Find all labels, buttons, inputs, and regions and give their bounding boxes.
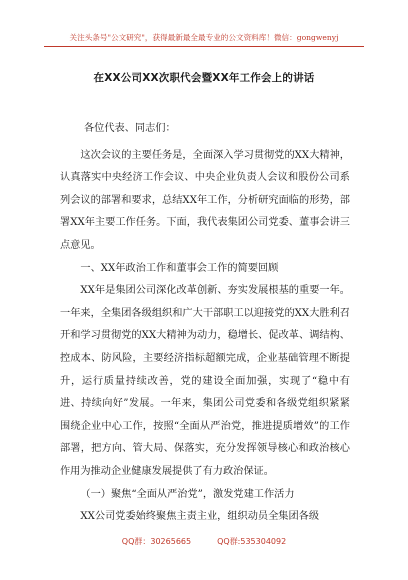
footer-qq-group-2: QQ群:535304092 [217, 537, 287, 546]
document-body [60, 118, 350, 529]
section-subheading: （一）聚焦“全面从严治党”，激发党建工作活力 [80, 488, 295, 500]
footer-qq-group-1: QQ群：30265665 [121, 537, 192, 546]
promo-header: 关注头条号"公文研究"，获得最新最全最专业的公文资料库！微信：gongwenyj [69, 33, 339, 42]
footer-contacts [0, 536, 408, 547]
paragraph: 这次会议的主要任务是，全面深入学习贯彻党的XX大精神，认真落实中央经济工作会议、中央企业负责人会议和股份公司系列会议的部署和要求，总结XX年工作，分析研究面临的形势，部署XX年主要工作任务。下面，我代表集团公司党委、董事会讲三点意见。 [60, 149, 350, 251]
paragraph: XX公司党委始终聚焦主责主业，组织动员全集团各级 [80, 511, 320, 523]
section-heading: 一、XX年政治工作和董事会工作的简要回顾 [80, 262, 279, 274]
document-title: 在XX公司XX次职代会暨XX年工作会上的讲话 [93, 72, 315, 84]
header-divider [44, 46, 364, 47]
salutation: 各位代表、同志们： [84, 123, 176, 134]
paragraph: XX年是集团公司深化改革创新、夯实发展根基的重要一年。一年来，全集团各级组织和广大干部职工以迎接党的XX大胜利召开和学习贯彻党的XX大精神为动力，稳增长、促改革、调结构、控成本、防风险，主要经济指标超额完成，企业基础管理不断提升，运行质量持续改善，党的建设全面加强，实现了“稳中有进、持续向好”发展。一年来，集团公司党委和各级党组织紧紧围绕企业中心工作，按照“全面从严治党，推进提质增效”的工作部署，把方向、管大局、保落实，充分发挥领导核心和政治核心作用为推动企业健康发展提供了有力政治保证。 [60, 285, 350, 477]
